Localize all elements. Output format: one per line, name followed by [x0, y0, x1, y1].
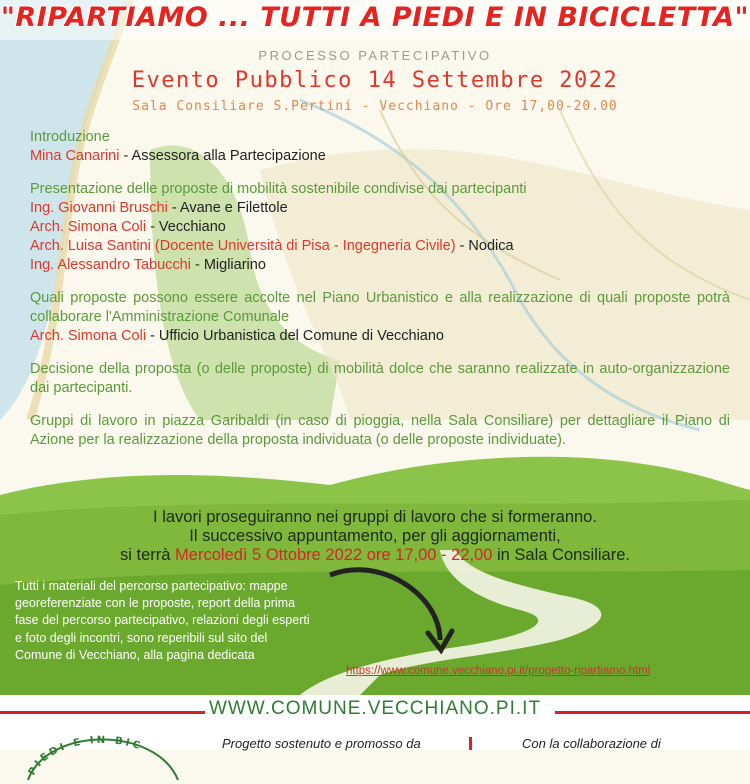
next-line-3	[0, 546, 750, 565]
urban-heading: Quali proposte possono essere accolte nel Piano Urbanistico e alla realizzazione di quali proposte potrà collaborare l'Amministrazione Comunale	[30, 290, 730, 325]
urban-speaker: Arch. Simona Coli	[30, 328, 147, 344]
next-line-3-suffix: in Sala Consiliare.	[492, 546, 630, 564]
speaker-place: - Vecchiano	[146, 219, 226, 235]
speaker-line	[30, 199, 730, 218]
intro-speaker: Mina Canarini	[30, 148, 120, 164]
speaker-line	[30, 256, 730, 275]
speaker-place: - Nodica	[455, 238, 514, 254]
next-line-1: I lavori proseguiranno nei gruppi di lavoro che si formeranno.	[153, 508, 597, 526]
process-subtitle: PROCESSO PARTECIPATIVO	[258, 48, 492, 63]
intro-line	[30, 147, 730, 166]
speaker-name: Ing. Alessandro Tabucchi	[30, 257, 191, 273]
urban-role: - Ufficio Urbanistica del Comune di Vecchiano	[146, 328, 444, 344]
speaker-line	[30, 237, 730, 256]
supported-by-label: Progetto sostenuto e promosso da	[222, 736, 421, 751]
decision-text: Decisione della proposta (o delle proposte) di mobilità dolce che saranno realizzate in auto-organizzazione dai partecipanti.	[30, 361, 730, 396]
speaker-name: Arch. Luisa Santini (Docente Università di Pisa - Ingegneria Civile)	[30, 238, 456, 254]
logo-badge-text: PIEDI E IN BIC	[26, 734, 145, 778]
speaker-name: Ing. Giovanni Bruschi	[30, 200, 168, 216]
materials-note: Tutti i materiali del percorso partecipativo: mappe georeferenziate con le proposte, report della prima fase del percorso partecipativo, relazioni degli esperti e foto degli incontri, sono reperibili sul sito del Comune di Vecchiano, alla pagina dedicata	[15, 579, 310, 662]
urban-line	[30, 327, 730, 346]
speaker-line	[30, 218, 730, 237]
next-line-2: Il successivo appuntamento, per gli aggiornamenti,	[189, 527, 561, 545]
program-section	[30, 128, 730, 450]
presentation-heading: Presentazione delle proposte di mobilità sostenibile condivise dai partecipanti	[30, 181, 527, 197]
svg-text:PIEDI E IN BIC	[27, 735, 144, 777]
next-meeting-date: Mercoledì 5 Ottobre 2022 ore 17,00 - 22,00	[175, 546, 493, 564]
next-line-3-prefix: si terrà	[120, 546, 176, 564]
page-title: "RIPARTIAMO ... TUTTI A PIEDI E IN BICICLETTA"	[0, 2, 750, 33]
website-url[interactable]: WWW.COMUNE.VECCHIANO.PI.IT	[208, 698, 542, 719]
footer-rule-right	[555, 711, 750, 714]
footer-separator	[469, 737, 472, 750]
speaker-name: Arch. Simona Coli	[30, 219, 147, 235]
speaker-place: - Avane e Filettole	[167, 200, 288, 216]
groups-text: Gruppi di lavoro in piazza Garibaldi (in caso di pioggia, nella Sala Consiliare) per dettagliare il Piano di Azione per la realizzazione della proposta individuata (o delle proposte individuate).	[30, 413, 730, 448]
intro-role: - Assessora alla Partecipazione	[119, 148, 326, 164]
project-page-link[interactable]: https://www.comune.vecchiano.pi.it/progetto-ripartiamo.html	[346, 665, 651, 677]
event-date: Evento Pubblico 14 Settembre 2022	[131, 68, 619, 93]
collaboration-label: Con la collaborazione di	[522, 736, 661, 751]
event-venue: Sala Consiliare S.Pertini - Vecchiano - Ore 17,00-20.00	[132, 99, 618, 114]
speaker-place: - Migliarino	[190, 257, 266, 273]
next-meeting	[0, 508, 750, 565]
project-logo-badge	[22, 724, 182, 784]
intro-heading: Introduzione	[30, 129, 110, 145]
